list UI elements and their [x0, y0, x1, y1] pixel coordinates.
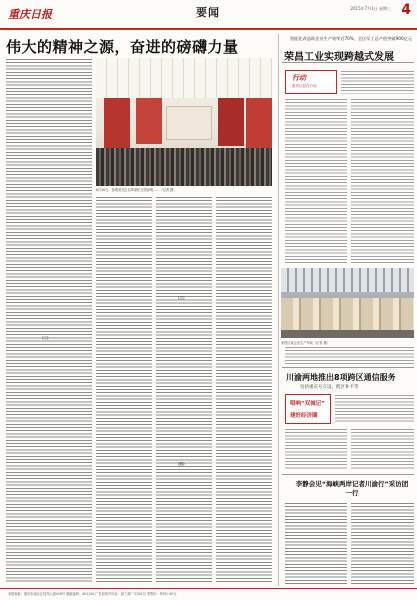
main-article-column-2: [96, 196, 152, 584]
meeting-headline: 李静会见“海峡两岸记者川渝行”采访团一行: [295, 480, 409, 497]
photo-red-panel: [246, 98, 272, 152]
section-marker: （四）: [176, 462, 187, 466]
factory-floor: [281, 330, 414, 338]
factory-products: [281, 298, 414, 332]
photo-red-panel: [218, 98, 244, 146]
photo-caption: 6月30日，参观者在红岩革命纪念馆参观……（记者 摄）: [96, 188, 177, 192]
column-divider: [278, 34, 279, 586]
meeting-column-2: [351, 502, 414, 584]
industry-column-1: [285, 98, 347, 264]
divider: [282, 62, 414, 63]
badge-line: 唱响“双城记”: [290, 401, 325, 407]
photo-crowd: [96, 148, 272, 186]
issue-line: 2015年7月1日 星期三: [350, 6, 391, 11]
photo-red-panel: [136, 98, 162, 144]
series-label: [285, 70, 337, 94]
main-headline: 伟大的精神之源，奋进的磅礴力量: [6, 38, 239, 56]
telecom-subhead: 包括重庆号互设、跨区补卡等: [300, 385, 359, 390]
factory-photo-caption: 荣昌区某企业生产车间（记者 摄）: [281, 341, 330, 345]
industry-headline: 荣昌工业实现跨越式发展: [284, 52, 394, 63]
industry-column-2: [351, 98, 414, 264]
exhibition-hall-photo: [96, 58, 272, 186]
divider: [282, 474, 414, 475]
telecom-headline: 川渝两地推出8项跨区通信服务: [286, 373, 396, 382]
telecom-column-1a: [335, 394, 414, 424]
section-marker: （三）: [176, 296, 187, 300]
factory-roof: [281, 268, 414, 292]
page-number: 4: [401, 2, 411, 18]
footer-text: 本报地址：重庆市渝北区同茂大道416号 邮政编码：401120 广告经营许可证：渝工商广字001号 零售价：每份1.50元: [8, 592, 177, 596]
main-article-column-1: [6, 58, 92, 584]
industry-column-3: [285, 346, 414, 364]
photo-stage: [166, 106, 212, 140]
series-subtitle: 重庆区县在行动: [292, 84, 317, 88]
photo-red-panel: [104, 98, 130, 150]
column-badge: [285, 394, 331, 424]
industry-column-1a: [341, 70, 414, 94]
masthead: [0, 0, 417, 30]
main-article-column-3: [156, 196, 212, 584]
factory-photo: [281, 268, 414, 338]
meeting-column-1: [285, 502, 347, 584]
industry-subhead: 智能化改造助企业生产效率近70%，全区军工总产值突破900亿元: [290, 36, 412, 41]
series-title: 行动: [292, 74, 306, 82]
photo-ceiling: [96, 58, 272, 98]
telecom-column-2: [351, 428, 414, 470]
page-footer: [0, 588, 417, 600]
badge-line: 建好经济圈: [290, 413, 318, 419]
main-article-column-4: [216, 196, 272, 584]
telecom-column-1: [285, 428, 347, 470]
newspaper-logo: 重庆日报: [8, 8, 52, 21]
divider: [282, 367, 414, 368]
section-title: 要闻: [196, 6, 220, 19]
section-marker: （二）: [40, 336, 51, 340]
